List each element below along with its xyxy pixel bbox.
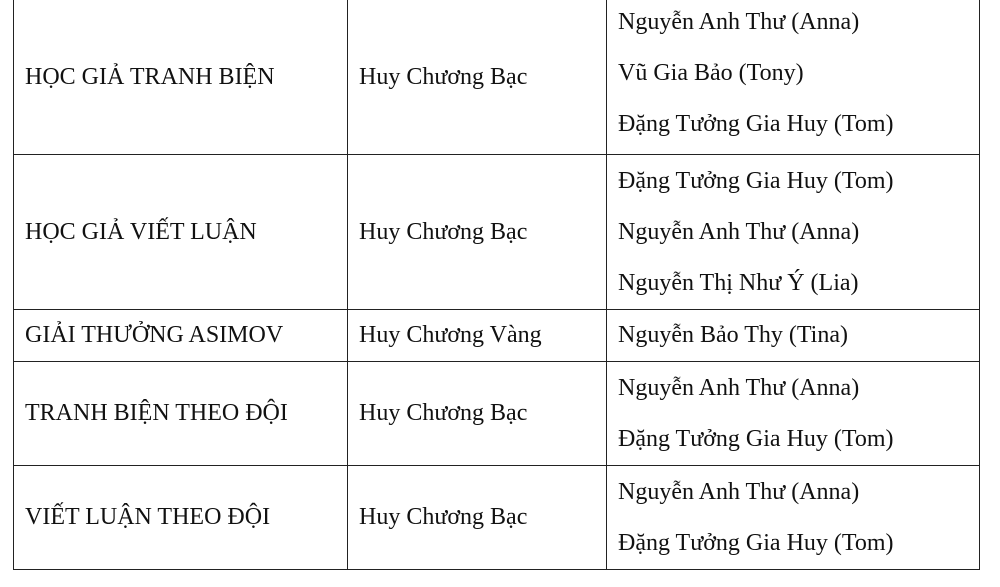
person-name: Vũ Gia Bảo (Tony) — [618, 59, 804, 86]
medal-cell: Huy Chương Bạc — [348, 362, 607, 466]
person-name: Đặng Tưởng Gia Huy (Tom) — [618, 167, 894, 194]
medal-cell: Huy Chương Bạc — [348, 155, 607, 310]
person-name: Nguyễn Anh Thư (Anna) — [618, 478, 860, 505]
category-cell: TRANH BIỆN THEO ĐỘI — [14, 362, 348, 466]
category-cell: VIẾT LUẬN THEO ĐỘI — [14, 466, 348, 570]
table-row — [14, 0, 980, 155]
medal-cell: Huy Chương Bạc — [348, 466, 607, 570]
people-cell — [607, 0, 980, 155]
table-row — [14, 466, 980, 570]
table-row — [14, 310, 980, 362]
person-name: Đặng Tưởng Gia Huy (Tom) — [618, 110, 894, 137]
table-row — [14, 155, 980, 310]
table-row — [14, 362, 980, 466]
category-cell: HỌC GIẢ TRANH BIỆN — [14, 0, 348, 155]
person-name: Nguyễn Thị Như Ý (Lia) — [618, 269, 859, 296]
person-name: Nguyễn Anh Thư (Anna) — [618, 374, 860, 401]
category-cell: GIẢI THƯỞNG ASIMOV — [14, 310, 348, 362]
person-name: Đặng Tưởng Gia Huy (Tom) — [618, 529, 894, 556]
people-cell — [607, 466, 980, 570]
person-name: Nguyễn Bảo Thy (Tina) — [618, 322, 848, 348]
people-cell — [607, 155, 980, 310]
category-cell: HỌC GIẢ VIẾT LUẬN — [14, 155, 348, 310]
medal-cell: Huy Chương Bạc — [348, 0, 607, 155]
medal-cell: Huy Chương Vàng — [348, 310, 607, 362]
person-name: Nguyễn Anh Thư (Anna) — [618, 218, 860, 245]
person-name: Đặng Tưởng Gia Huy (Tom) — [618, 425, 894, 452]
awards-table — [13, 0, 980, 570]
person-name: Nguyễn Anh Thư (Anna) — [618, 8, 860, 35]
people-cell — [607, 310, 980, 362]
people-cell — [607, 362, 980, 466]
